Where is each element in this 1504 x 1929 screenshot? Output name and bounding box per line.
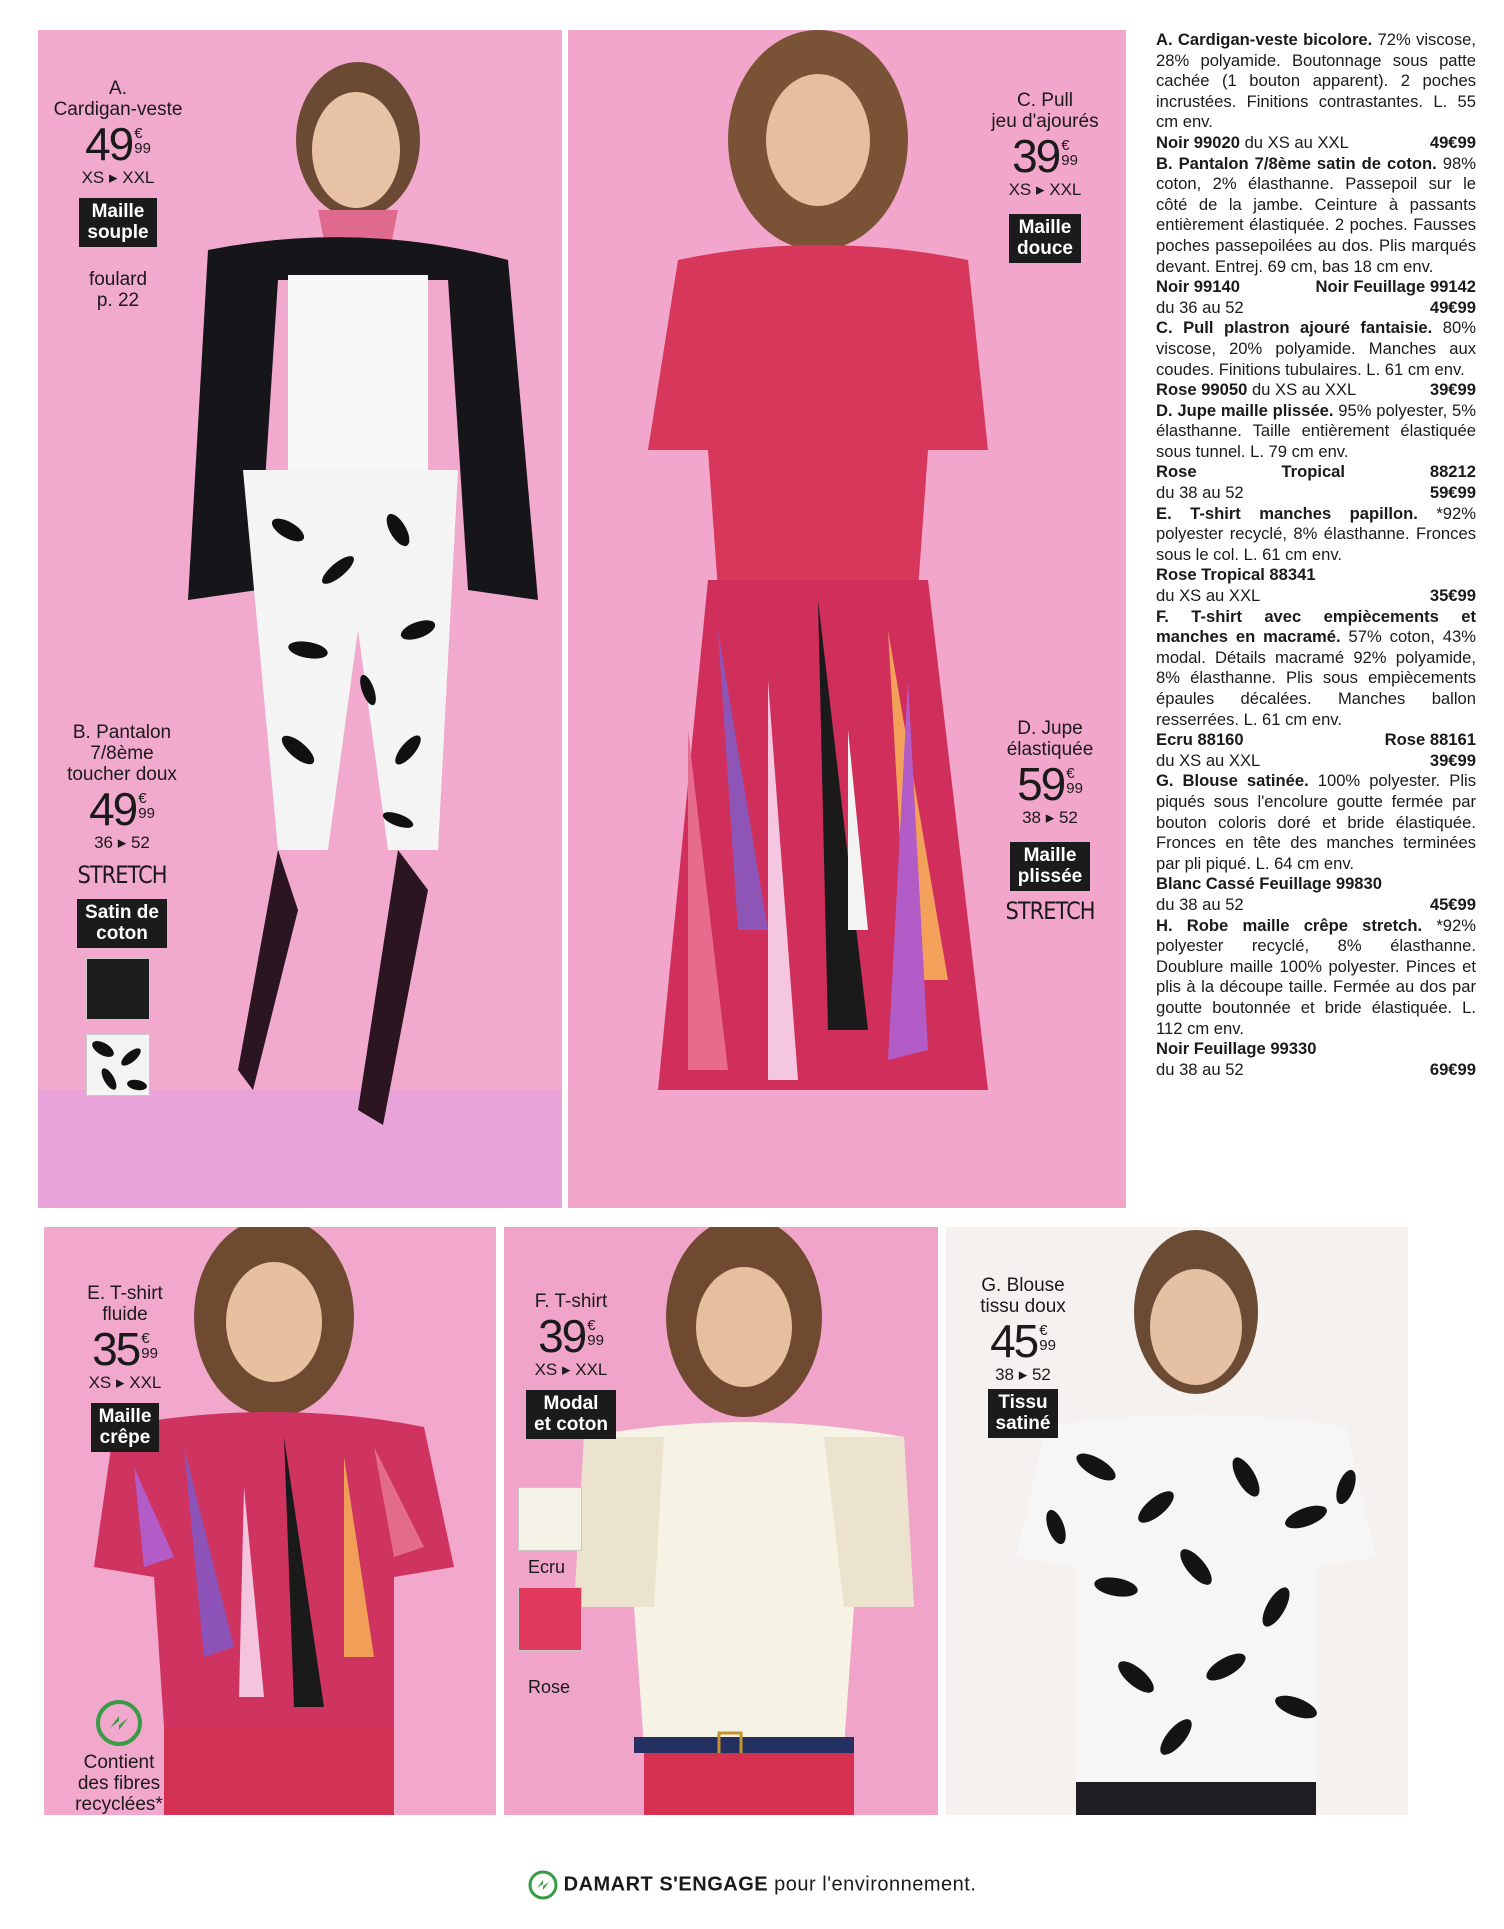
tag-c-price: 39 € 99 bbox=[1012, 130, 1078, 182]
swatch-noir bbox=[86, 958, 150, 1020]
tag-e-recycled-text: Contient des fibres recyclées* bbox=[75, 1752, 163, 1815]
tag-c-fabric: Maille douce bbox=[1009, 214, 1081, 263]
desc-a: A. Cardigan-veste bicolore. 72% viscose, 28% polyamide. Boutonnage sous patte cachée (1 bouton apparent). 2 poches incrustées. Finitions contrastantes. L. 55 cm env. bbox=[1156, 30, 1477, 132]
tag-f-name: F. T-shirt bbox=[534, 1291, 608, 1312]
tag-b bbox=[42, 722, 202, 948]
tag-g-price: 45 € 99 bbox=[990, 1315, 1056, 1367]
swatch-rose bbox=[518, 1587, 582, 1651]
tag-c-name: C. Pull jeu d'ajourés bbox=[991, 90, 1099, 132]
tag-a-name: A. Cardigan-veste bbox=[53, 78, 183, 120]
tag-c bbox=[960, 90, 1126, 263]
tag-e-recycled bbox=[44, 1699, 194, 1815]
footer bbox=[0, 1870, 1504, 1900]
tag-f-price: 39 € 99 bbox=[538, 1310, 604, 1362]
swatch-noir-feuillage bbox=[86, 1034, 150, 1096]
photo-tshirt-macrame bbox=[504, 1227, 938, 1815]
desc-f: F. T-shirt avec empiècements et manches en macramé. 57% coton, 43% modal. Détails macramé 92% polyamide, 8% élasthanne. Plis sous empiècements épaules décalées. Manches ballon resserrées. L. 61 cm env. bbox=[1156, 606, 1476, 729]
tag-g-sizes: 38 ▸ 52 bbox=[995, 1365, 1051, 1384]
tag-a-sizes: XS ▸ XXL bbox=[81, 168, 155, 187]
tag-b-name: B. Pantalon 7/8ème toucher doux bbox=[67, 722, 177, 785]
tag-e bbox=[50, 1283, 200, 1452]
tag-b-stretch: STRETCH bbox=[77, 861, 167, 889]
tag-b-sizes: 36 ▸ 52 bbox=[94, 833, 150, 852]
desc-d: D. Jupe maille plissée. 95% polyester, 5% élasthanne. Taille entièrement élastiquée sous tunnel. L. 79 cm env. bbox=[1156, 400, 1476, 461]
tag-f-sizes: XS ▸ XXL bbox=[534, 1360, 608, 1379]
tag-g-name: G. Blouse tissu doux bbox=[980, 1275, 1066, 1317]
tag-d-fabric: Maille plissée bbox=[1010, 842, 1090, 891]
tag-e-name: E. T-shirt fluide bbox=[87, 1283, 163, 1325]
tag-d-stretch: STRETCH bbox=[1005, 897, 1095, 925]
tag-e-fabric: Maille crêpe bbox=[91, 1403, 160, 1452]
tag-b-price: 49 € 99 bbox=[89, 783, 155, 835]
swatch-ecru-label: Ecru bbox=[528, 1557, 566, 1577]
damart-engage-icon bbox=[528, 1870, 558, 1900]
tag-f bbox=[506, 1291, 636, 1439]
footer-brand: DAMART S'ENGAGE bbox=[563, 1873, 769, 1896]
tag-d-name: D. Jupe élastiquée bbox=[1006, 718, 1094, 760]
photo-cardigan-pantalon bbox=[38, 30, 562, 1208]
tag-e-price: 35 € 99 bbox=[92, 1323, 158, 1375]
desc-h: H. Robe maille crêpe stretch. *92% polyester recyclé, 8% élasthanne. Doublure maille 100% polyester. Pinces et plis à la découpe taille. Fermée au dos par goutte boutonnée et bride élastiquée. L. 112 cm env. bbox=[1156, 915, 1476, 1038]
footer-text: pour l'environnement. bbox=[768, 1873, 977, 1896]
tag-a-price: 49 € 99 bbox=[85, 118, 151, 170]
tag-g bbox=[948, 1275, 1098, 1438]
photo-blouse bbox=[946, 1227, 1408, 1815]
desc-b: B. Pantalon 7/8ème satin de coton. 98% coton, 2% élasthanne. Passepoil sur le côté de la jambe. Ceinture à passants entièrement élastiquée. 2 poches. Fausses poches passepoilées au dos. Plis marqués devant. Entrej. 69 cm, bas 18 cm env. bbox=[1156, 153, 1476, 276]
desc-c: C. Pull plastron ajouré fantaisie. 80% viscose, 20% polyamide. Manches aux coudes. Finitions tubulaires. L. 61 cm env. bbox=[1156, 318, 1476, 379]
tag-a-fabric: Maille souple bbox=[79, 198, 156, 247]
recycled-icon bbox=[95, 1699, 143, 1747]
tag-f-fabric: Modal et coton bbox=[526, 1390, 616, 1439]
tag-d bbox=[970, 718, 1126, 923]
photo-pull-jupe bbox=[568, 30, 1126, 1208]
tag-g-fabric: Tissu satiné bbox=[988, 1389, 1059, 1438]
tag-e-sizes: XS ▸ XXL bbox=[88, 1373, 162, 1392]
tag-d-sizes: 38 ▸ 52 bbox=[1022, 808, 1078, 827]
tag-a bbox=[38, 78, 198, 311]
tag-b-fabric: Satin de coton bbox=[77, 899, 167, 948]
tag-a-note: foulard p. 22 bbox=[88, 269, 148, 311]
tag-d-price: 59 € 99 bbox=[1017, 758, 1083, 810]
swatch-ecru bbox=[518, 1487, 582, 1551]
desc-e: E. T-shirt manches papillon. *92% polyester recyclé, 8% élasthanne. Fronces sous le col. L. 61 cm env. bbox=[1156, 503, 1477, 564]
swatch-rose-label: Rose bbox=[528, 1677, 571, 1697]
tag-c-sizes: XS ▸ XXL bbox=[1008, 180, 1082, 199]
photo-tshirt-fluide bbox=[44, 1227, 496, 1815]
desc-g: G. Blouse satinée. 100% polyester. Plis piqués sous l'encolure goutte fermée par bouton coloris doré et bride élastiquée. Fronces en tête des manches terminées par pli piqué. L. 64 cm env. bbox=[1156, 771, 1476, 873]
product-descriptions: A. Cardigan-veste bicolore. 72% viscose, 28% polyamide. Boutonnage sous patte cachée (1 bouton apparent). 2 poches incrustées. Finitions contrastantes. L. 55 cm env. Noir 99020 du XS au XXL 49€99 B. Pantalon 7/8ème satin de coton. 98% coton, 2% élasthanne. Passepoil sur le côté de la jambe. Ceinture à passants entièrement élastiquée. 2 poches. Fausses poches passepoilées au dos. Plis marqués devant. Entrej. 69 cm, bas 18 cm env. Noir 99140 Noir Feuillage 99142 du 36 au 52 49€99 C. Pull plastron ajouré fantaisie. 80% viscose, 20% polyamide. Manches aux coudes. Finitions tubulaires. L. 61 cm env. Rose 99050 du XS au XXL 39€99 D. Jupe maille plissée. 95% polyester, 5% élasthanne. Taille entièrement élastiquée sous tunnel. L. 79 cm env. Rose Tropical 88212 du 38 au 52 59€99 E. T-shirt manches papillon. *92% polyester recyclé, 8% élasthanne. Fronces sous le col. L. 61 cm env. Rose Tropical 88341 du XS au XXL 35€99 F. T-shirt avec empiècements et manches en macramé. 57% coton, 43% modal. Détails macramé 92% polyamide, 8% élasthanne. Plis sous empiècements épaules décalées. Manches ballon resserrées. L. 61 cm env. Ecru 88160 Rose 88161 du XS au XXL 39€99 G. Blouse satinée. 100% polyester. Plis piqués sous l'encolure goutte fermée par bouton coloris doré et bride élastiquée. Fronces en tête des manches terminées par pli piqué. L. 64 cm env. Blanc Cassé Feuillage 99830 du 38 au 52 45€99 H. Robe maille crêpe stretch. *92% polyester recyclé, 8% élasthanne. Doublure maille 100% polyester. Pinces et plis à la découpe taille. Fermée au dos par goutte boutonnée et bride élastiquée. L. 112 cm env. Noir Feuillage 99330 du 38 au 52 69€99 bbox=[1156, 30, 1477, 1079]
